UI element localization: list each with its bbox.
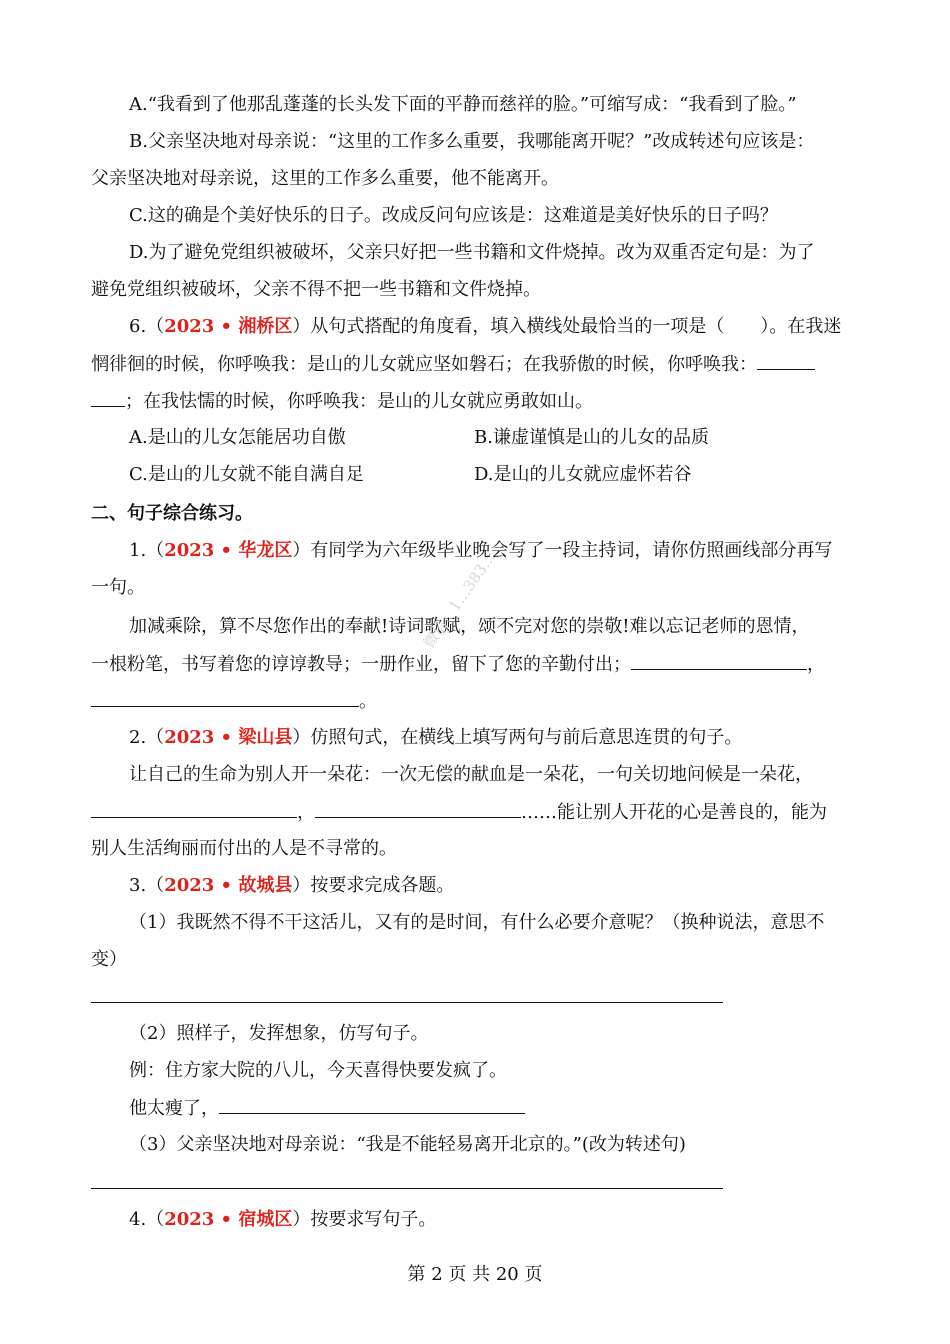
q4-source: 2023 • 宿城区 bbox=[164, 1209, 293, 1230]
answer-blank[interactable] bbox=[91, 388, 125, 407]
q6-option-a: A.是山的儿女怎能居功自傲 bbox=[129, 427, 346, 448]
q6-number: 6.（ bbox=[129, 316, 165, 337]
q1-passage-line2 bbox=[91, 651, 825, 677]
q2-stem-text: ）仿照句式，在横线上填写两句与前后意思连贯的句子。 bbox=[292, 727, 743, 748]
q6-stem-text: ）从句式搭配的角度看，填入横线处最恰当的一项是（ ）。在我迷 bbox=[292, 316, 842, 337]
q3-stem bbox=[129, 873, 454, 899]
q1-stem-text: ）有同学为六年级毕业晚会写了一段主持词，请你仿照画线部分再写 bbox=[292, 540, 833, 561]
q1-passage-line3 bbox=[91, 688, 377, 714]
q5-option-b-line1: B.父亲坚决地对母亲说：“这里的工作多么重要，我哪能离开呢？”改成转述句应该是： bbox=[129, 131, 815, 152]
q5-option-b-line2: 父亲坚决地对母亲说，这里的工作多么重要，他不能离开。 bbox=[91, 168, 559, 189]
q4-stem bbox=[129, 1207, 436, 1233]
q1-period: 。 bbox=[359, 691, 377, 712]
q4-number: 4.（ bbox=[129, 1209, 165, 1230]
q2-passage-line3: 别人生活绚丽而付出的人是不寻常的。 bbox=[91, 838, 397, 859]
q2-number: 2.（ bbox=[129, 727, 165, 748]
q6-source: 2023 • 湘桥区 bbox=[164, 316, 293, 337]
q2-passage-line2 bbox=[91, 799, 827, 825]
q6-option-b: B.谦虚谨慎是山的儿女的品质 bbox=[474, 427, 709, 448]
answer-line[interactable] bbox=[91, 1002, 723, 1003]
q3-prompt-line bbox=[129, 1095, 525, 1121]
q5-option-a: A.“我看到了他那乱蓬蓬的长头发下面的平静而慈祥的脸。”可缩写成：“我看到了脸。” bbox=[129, 94, 797, 115]
q3-prompt: 他太瘦了， bbox=[129, 1098, 219, 1119]
answer-line[interactable] bbox=[91, 1188, 723, 1189]
answer-blank[interactable] bbox=[219, 1095, 525, 1114]
q5-option-d-line2: 避免党组织被破坏，父亲不得不把一些书籍和文件烧掉。 bbox=[91, 279, 541, 300]
q3-sub3: （3）父亲坚决地对母亲说：“我是不能轻易离开北京的。”(改为转述句) bbox=[129, 1134, 686, 1155]
watermark: 微信：1…383… bbox=[419, 548, 500, 652]
q4-stem-text: ）按要求写句子。 bbox=[292, 1209, 437, 1230]
q6-stem-line2 bbox=[91, 351, 815, 377]
answer-blank[interactable] bbox=[315, 799, 521, 818]
q3-sub2: （2）照样子，发挥想象，仿写句子。 bbox=[129, 1023, 429, 1044]
q2-passage-text: ……能让别人开花的心是善良的，能为 bbox=[521, 802, 827, 823]
q1-passage-text: 一根粉笔，书写着您的谆谆教导；一册作业，留下了您的辛勤付出； bbox=[91, 654, 631, 675]
q1-comma: ， bbox=[807, 654, 825, 675]
q3-sub1-line1: （1）我既然不得不干这活儿，又有的是时间，有什么必要介意呢？（换种说法，意思不 bbox=[129, 912, 825, 933]
q1-stem-line2: 一句。 bbox=[91, 577, 145, 598]
q1-passage-line1: 加减乘除，算不尽您作出的奉献!诗词歌赋，颂不完对您的崇敬!难以忘记老师的恩情， bbox=[129, 616, 810, 637]
q1-source: 2023 • 华龙区 bbox=[164, 540, 293, 561]
q5-option-c: C.这的确是个美好快乐的日子。改成反问句应该是：这难道是美好快乐的日子吗？ bbox=[129, 205, 778, 226]
q6-option-d: D.是山的儿女就应虚怀若谷 bbox=[474, 464, 692, 485]
answer-blank[interactable] bbox=[631, 651, 807, 670]
page-footer: 第 2 页 共 20 页 bbox=[407, 1264, 543, 1285]
section-heading: 二、句子综合练习。 bbox=[91, 503, 253, 524]
q3-number: 3.（ bbox=[129, 875, 165, 896]
answer-blank[interactable] bbox=[757, 351, 815, 370]
q3-stem-text: ）按要求完成各题。 bbox=[292, 875, 455, 896]
q5-option-d-line1: D.为了避免党组织被破坏，父亲只好把一些书籍和文件烧掉。改为双重否定句是：为了 bbox=[129, 242, 815, 263]
q6-stem-line3 bbox=[91, 388, 593, 414]
q6-option-c: C.是山的儿女就不能自满自足 bbox=[129, 464, 364, 485]
q6-stem-line2-text: 惘徘徊的时候，你呼唤我：是山的儿女就应坚如磐石；在我骄傲的时候，你呼唤我： bbox=[91, 354, 757, 375]
q3-source: 2023 • 故城县 bbox=[164, 875, 293, 896]
q2-passage-line1: 让自己的生命为别人开一朵花：一次无偿的献血是一朵花，一句关切地问候是一朵花， bbox=[129, 764, 813, 785]
answer-blank[interactable] bbox=[91, 688, 359, 707]
q6-stem-line1 bbox=[129, 314, 841, 340]
q2-comma: ， bbox=[297, 802, 315, 823]
q2-stem bbox=[129, 725, 742, 751]
q3-sub1-line2: 变） bbox=[91, 949, 127, 970]
q3-example: 例：住方家大院的八儿，今天喜得快要发疯了。 bbox=[129, 1060, 507, 1081]
q2-source: 2023 • 梁山县 bbox=[164, 727, 293, 748]
q6-stem-line3-text: ；在我怯懦的时候，你呼唤我：是山的儿女就应勇敢如山。 bbox=[125, 391, 593, 412]
answer-blank[interactable] bbox=[91, 799, 297, 818]
q1-number: 1.（ bbox=[129, 540, 165, 561]
